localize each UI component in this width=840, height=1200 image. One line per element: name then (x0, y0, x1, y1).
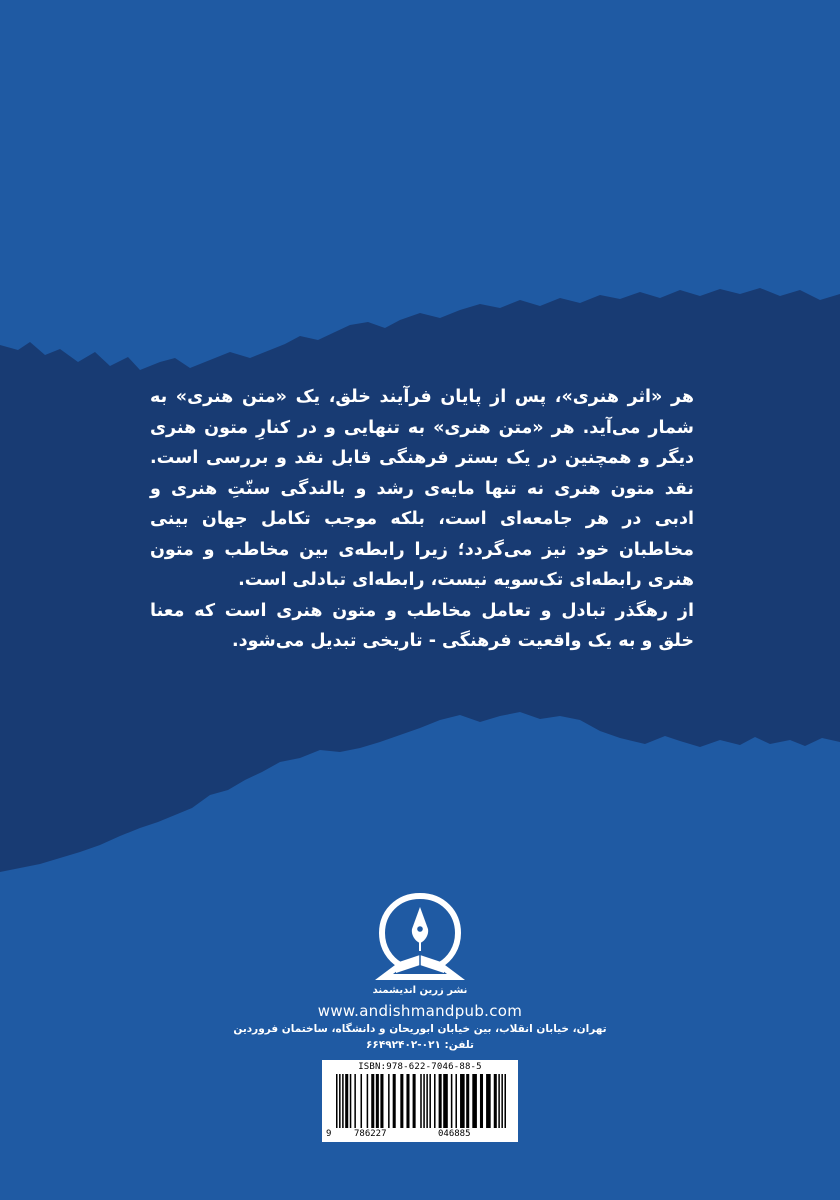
barcode-bar (439, 1074, 442, 1128)
barcode-bar (434, 1074, 436, 1128)
barcode-bar (388, 1074, 390, 1128)
barcode-bar (504, 1074, 506, 1128)
isbn-barcode (322, 1060, 518, 1142)
barcode-digits-left: 786227 (354, 1129, 387, 1139)
publisher-address: تهران، خیابان انقلاب، بین خیابان ابوریحان و دانشگاه، ساختمان فروردین (233, 1023, 607, 1035)
barcode-digit-first: 9 (326, 1129, 332, 1139)
barcode-bar (472, 1074, 477, 1128)
back-cover-blurb (150, 382, 694, 657)
barcode-bar (480, 1074, 483, 1128)
barcode-bar (460, 1074, 465, 1128)
publisher-contact (230, 1021, 610, 1053)
barcode-bar (429, 1074, 431, 1128)
keyhole-pen-book-logo-icon (370, 893, 470, 998)
barcode-bar (406, 1074, 409, 1128)
barcode-bar (400, 1074, 403, 1128)
barcode-bar (423, 1074, 425, 1128)
barcode-bar (501, 1074, 503, 1128)
barcode-bar (426, 1074, 428, 1128)
barcode-bar (393, 1074, 396, 1128)
barcode-bar (361, 1074, 363, 1128)
barcode-bar (443, 1074, 448, 1128)
barcode-bar (413, 1074, 416, 1128)
barcode-bar (451, 1074, 453, 1128)
barcode-bar (494, 1074, 497, 1128)
barcode-bars (336, 1074, 506, 1128)
barcode-digits-right: 046885 (438, 1129, 471, 1139)
barcode-bar (371, 1074, 374, 1128)
isbn-label: ISBN:978-622-7046-88-5 (358, 1062, 482, 1072)
publisher-logo-text: نشر زرین اندیشمند (372, 985, 468, 996)
publisher-phone: تلفن: ۰۲۱-۶۶۴۹۲۴۰۲ (366, 1039, 474, 1051)
barcode-bar (336, 1074, 338, 1128)
barcode-bar (380, 1074, 383, 1128)
blurb-paragraph: هر «اثر هنری»، پس از پایان فرآیند خلق، یک «متن هنری» به شمار می‌آید. هر «متن هنری» به تنهایی و در کنارِ متون هنری دیگر و همچنین در یک بستر فرهنگی قابل نقد و بررسی است. نقد متون هنری نه تنها مایه‌ی رشد و بالندگی سنّتِ هنری و ادبی در هر جامعه‌ای است، بلکه موجب تکامل جهان بینی مخاطبان خود نیز می‌گردد؛ زیرا رابطه‌ی بین مخاطب و متون هنری رابطه‌ای تک‌سویه نیست، رابطه‌ای تبادلی است. (150, 387, 694, 590)
barcode-bar (486, 1074, 491, 1128)
barcode-bar (345, 1074, 348, 1128)
barcode-bar (466, 1074, 469, 1128)
barcode-bar (420, 1074, 422, 1128)
barcode-bar (339, 1074, 341, 1128)
barcode-bar (350, 1074, 352, 1128)
barcode-bar (455, 1074, 457, 1128)
publisher-website-link[interactable]: www.andishmandpub.com (317, 1002, 523, 1020)
barcode-bar (498, 1074, 500, 1128)
blurb-paragraph: از رهگذر تبادل و تعامل مخاطب و متون هنری است که معنا خلق و به یک واقعیت فرهنگی - تاریخی تبدیل می‌شود. (150, 600, 694, 651)
barcode-bar (376, 1074, 379, 1128)
barcode-bar (367, 1074, 369, 1128)
barcode-bar (354, 1074, 356, 1128)
barcode-bar (342, 1074, 344, 1128)
